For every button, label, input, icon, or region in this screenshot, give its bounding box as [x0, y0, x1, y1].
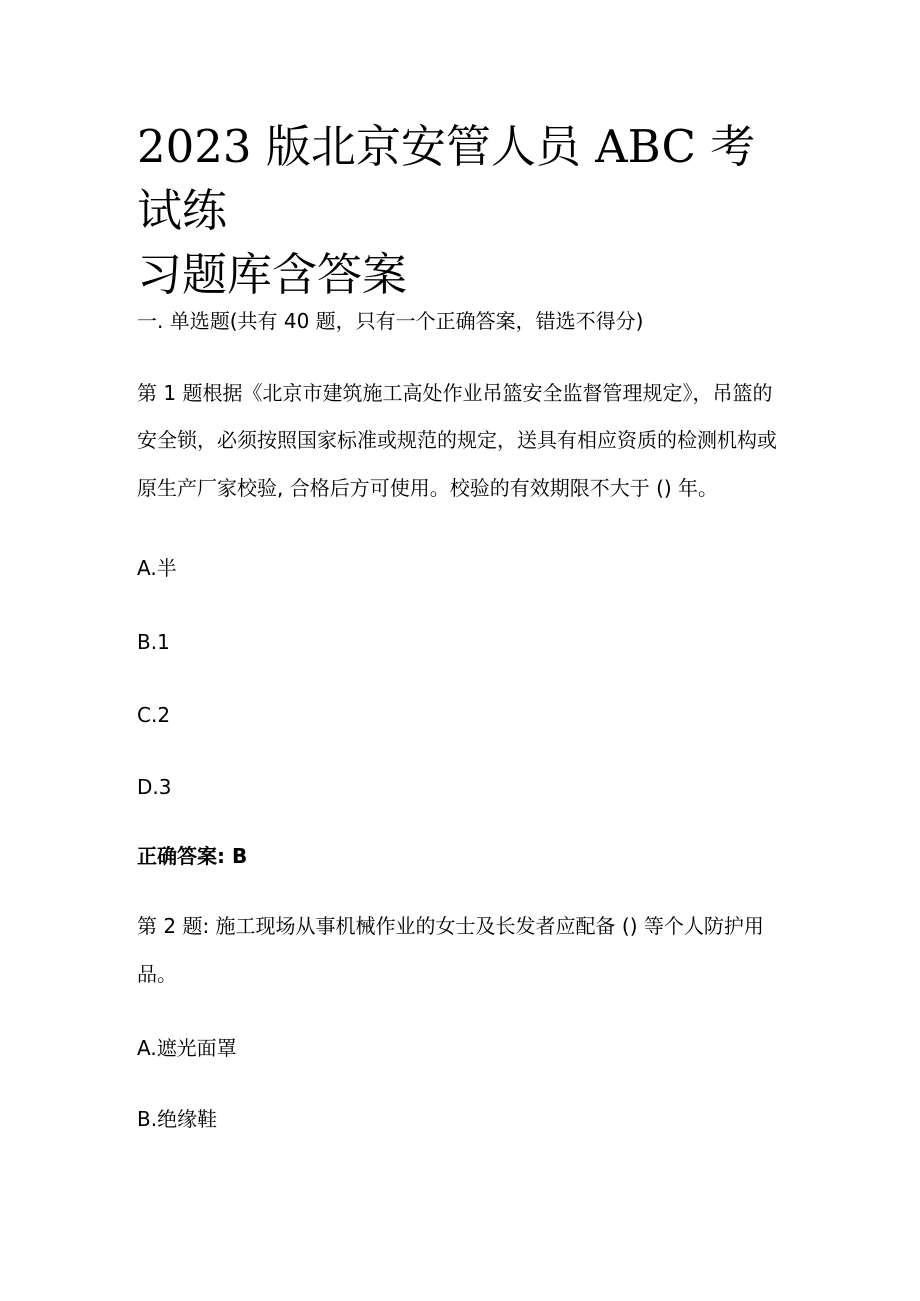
question-1-text-line-1: 第 1 题根据《北京市建筑施工高处作业吊篮安全监督管理规定》，吊篮的 — [137, 381, 773, 405]
question-1-answer: 正确答案: B — [137, 844, 248, 868]
question-1-option-d: D.3 — [137, 775, 172, 799]
title-line-2: 习题库含答案 — [137, 248, 408, 301]
question-1-text-line-3: 原生产厂家校验, 合格后方可使用。校验的有效期限不大于 () 年。 — [137, 476, 719, 500]
document-title — [137, 115, 797, 307]
section-header: 一. 单选题(共有 40 题，只有一个正确答案，错选不得分) — [137, 309, 644, 333]
question-1-text-line-2: 安全锁，必须按照国家标准或规范的规定，送具有相应资质的检测机构或 — [137, 428, 777, 452]
question-1-option-b: B.1 — [137, 630, 170, 654]
question-1-option-c: C.2 — [137, 703, 171, 727]
question-2-text-line-2: 品。 — [137, 962, 177, 986]
question-2-text-line-1: 第 2 题: 施工现场从事机械作业的女士及长发者应配备 () 等个人防护用 — [137, 914, 764, 938]
question-2-option-a: A.遮光面罩 — [137, 1036, 237, 1060]
question-1-option-a: A.半 — [137, 556, 177, 580]
question-2-option-b: B.绝缘鞋 — [137, 1107, 218, 1131]
title-line-1: 2023 版北京安管人员 ABC 考试练 — [137, 120, 756, 237]
